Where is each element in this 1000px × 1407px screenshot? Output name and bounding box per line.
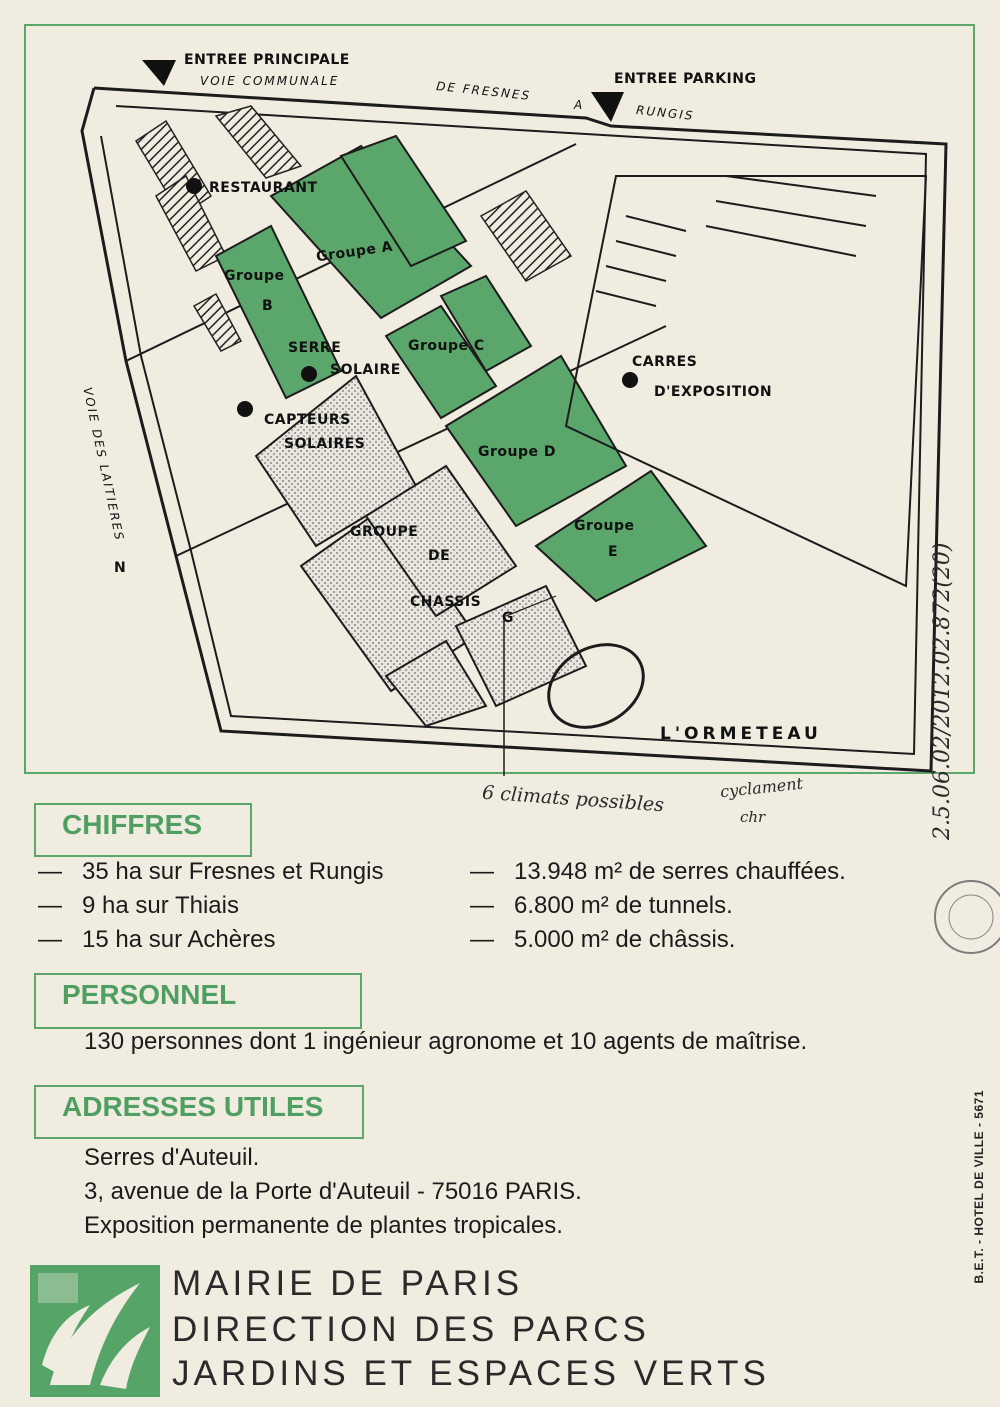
handwritten-chr: chr [740,808,766,826]
hatched-building [194,294,241,351]
label-groupe-e-letter: E [608,544,619,560]
chiffres-left-3: 15 ha sur Achères [82,926,276,953]
carres-marker [622,372,638,388]
chiffres-left-row [38,926,275,954]
dash: — [38,926,62,953]
label-groupe-d: Groupe D [478,444,556,460]
label-a: A [574,98,585,112]
handwritten-cyclament: cyclament [719,773,804,802]
chiffres-right-2: 6.800 m² de tunnels. [514,892,733,919]
chiffres-right-row [470,926,735,954]
handwritten-climats: 6 climats possibles [481,781,665,817]
chiffres-left-1: 35 ha sur Fresnes et Rungis [82,858,384,885]
adresses-line-2: 3, avenue de la Porte d'Auteuil - 75016 PARIS. [84,1178,582,1205]
label-voie-communale: VOIE COMMUNALE [200,74,340,88]
serre-solaire-marker [301,366,317,382]
adresses-line-3: Exposition permanente de plantes tropicales. [84,1212,563,1239]
chiffres-right-row [470,858,846,886]
entree-principale-arrow [142,60,176,86]
museum-stamp [934,880,1000,954]
entree-parking-arrow [591,92,624,122]
museum-stamp-ring [936,882,1000,952]
label-chassis-g: G [502,610,514,626]
label-carres: CARRES [632,354,698,370]
label-capteurs: CAPTEURS [264,412,351,428]
north-indicator: N [114,560,127,576]
label-chassis-de: DE [428,548,451,564]
label-entree-parking: ENTREE PARKING [614,71,757,87]
leaf-logo-icon [30,1265,160,1397]
hatched-building [481,191,571,281]
footer-line-3: JARDINS ET ESPACES VERTS [172,1354,770,1393]
label-ormeteau: L'ORMETEAU [660,724,822,744]
section-adresses-heading [34,1085,364,1139]
label-solaires: SOLAIRES [284,436,366,452]
personnel-text: 130 personnes dont 1 ingénieur agronome et 10 agents de maîtrise. [84,1028,808,1055]
footer-line-2: DIRECTION DES PARCS [172,1310,650,1349]
restaurant-marker [186,178,202,194]
adresses-heading: ADRESSES UTILES [62,1091,324,1122]
chiffres-heading: CHIFFRES [62,809,202,840]
label-groupe-c: Groupe C [408,338,485,354]
label-groupe-b-letter: B [262,298,274,314]
site-map-drawing [26,26,977,776]
handwritten-date: 2.5.06.02/2012.02.872(20) [930,542,955,840]
section-personnel-heading [34,973,362,1029]
chiffres-right-row [470,892,733,920]
section-chiffres-heading [34,803,252,857]
label-rungis: RUNGIS [635,102,696,124]
chiffres-left-2: 9 ha sur Thiais [82,892,239,919]
label-solaire: SOLAIRE [330,362,401,378]
chiffres-left-row [38,858,384,886]
dash: — [470,892,494,919]
footer-line-1: MAIRIE DE PARIS [172,1264,524,1303]
capteurs-marker [237,401,253,417]
label-de-fresnes: DE FRESNES [435,79,532,103]
label-voie-des-laitieres: VOIE DES LAITIERES [80,386,127,543]
dash: — [470,858,494,885]
dash: — [38,892,62,919]
personnel-heading: PERSONNEL [62,979,237,1010]
mairie-logo [30,1265,160,1397]
label-exposition: D'EXPOSITION [654,384,773,400]
label-groupe-a: Groupe A [315,238,394,266]
chiffres-left-row [38,892,239,920]
label-restaurant: RESTAURANT [209,180,318,196]
printer-code: B.E.T. - HOTEL DE VILLE - 5671 [972,1090,986,1284]
label-chassis: CHASSIS [410,594,482,610]
site-map [24,24,975,774]
label-serre: SERRE [288,340,342,356]
label-groupe-b: Groupe [224,268,285,284]
label-groupe-e: Groupe [574,518,635,534]
chiffres-right-1: 13.948 m² de serres chauffées. [514,858,846,885]
label-chassis-groupe: GROUPE [350,524,419,540]
dash: — [470,926,494,953]
dash: — [38,858,62,885]
label-entree-principale: ENTREE PRINCIPALE [184,52,350,68]
chiffres-right-3: 5.000 m² de châssis. [514,926,736,953]
adresses-line-1: Serres d'Auteuil. [84,1144,260,1171]
